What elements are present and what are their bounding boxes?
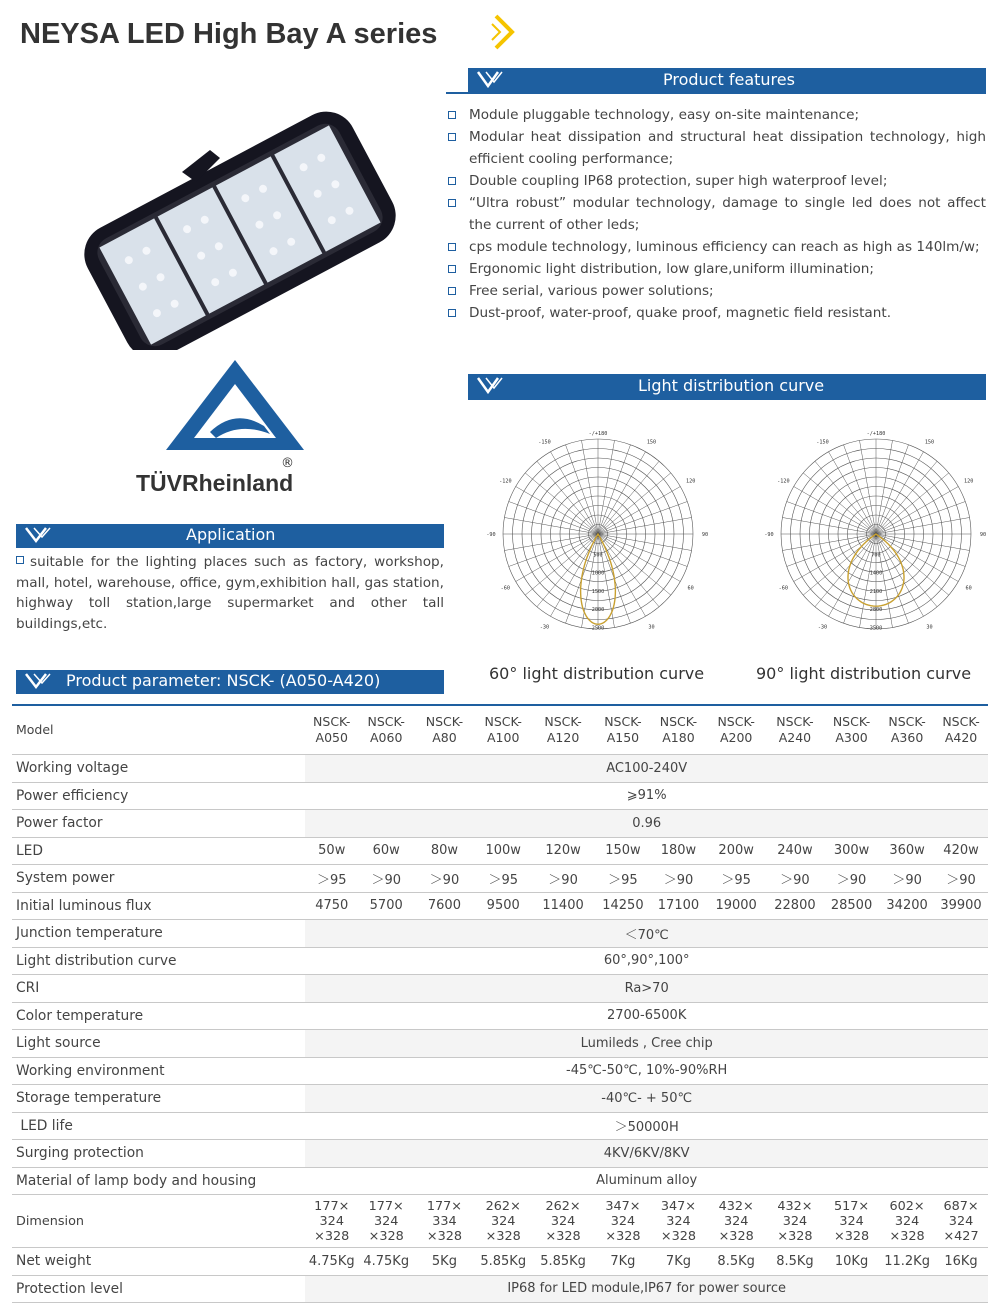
polar-angle-label: 60 bbox=[687, 585, 694, 592]
polar-angle-label: -/+180 bbox=[866, 431, 886, 437]
table-row bbox=[12, 1002, 988, 1030]
row-value: 60°,90°,100° bbox=[305, 947, 988, 975]
row-value: 5Kg bbox=[414, 1248, 474, 1276]
row-value: -40℃- + 50℃ bbox=[305, 1085, 988, 1113]
table-row bbox=[12, 1030, 988, 1058]
divider bbox=[468, 398, 986, 400]
polar-angle-label: -90 bbox=[486, 532, 496, 538]
row-value: 120w bbox=[532, 837, 595, 865]
row-value: ＞95 bbox=[594, 865, 651, 893]
row-value: 4.75Kg bbox=[358, 1248, 414, 1276]
divider bbox=[446, 92, 986, 94]
polar-angle-label: -90 bbox=[764, 532, 774, 538]
polar-radial-label: 3500 bbox=[869, 625, 883, 632]
row-value: ＞95 bbox=[475, 865, 532, 893]
row-value: 11.2Kg bbox=[880, 1248, 934, 1276]
curve-caption-60: 60° light distribution curve bbox=[489, 664, 705, 683]
row-value: 420w bbox=[934, 837, 988, 865]
row-value: 180w bbox=[652, 837, 706, 865]
chevron-down-icon bbox=[474, 68, 514, 92]
row-label: Working voltage bbox=[12, 755, 305, 783]
table-row bbox=[12, 1112, 988, 1140]
curve-title: Light distribution curve bbox=[638, 376, 825, 395]
polar-radial-label: 2800 bbox=[869, 607, 883, 614]
row-value: -45℃-50℃, 10%-90%RH bbox=[305, 1057, 988, 1085]
feature-item: Dust-proof, water-proof, quake proof, magnetic field resistant. bbox=[446, 302, 986, 324]
tuv-logo-label: TÜVRheinland bbox=[136, 470, 294, 496]
table-row bbox=[12, 975, 988, 1003]
row-value: 177× 324 ×328 bbox=[358, 1195, 414, 1248]
polar-angle-label: 150 bbox=[924, 439, 935, 446]
model-cell: NSCK- A300 bbox=[823, 706, 880, 755]
table-row bbox=[12, 892, 988, 920]
row-value: ＞90 bbox=[767, 865, 823, 893]
row-label: CRI bbox=[12, 975, 305, 1003]
row-label: System power bbox=[12, 865, 305, 893]
polar-chart-90 bbox=[758, 422, 998, 654]
row-value: 240w bbox=[767, 837, 823, 865]
param-header-bar bbox=[16, 670, 444, 692]
row-value: 262× 324 ×328 bbox=[475, 1195, 532, 1248]
polar-angle-label: -120 bbox=[777, 478, 790, 485]
registered-mark: ® bbox=[281, 456, 294, 471]
row-value: 0.96 bbox=[305, 810, 988, 838]
row-label: Initial luminous flux bbox=[12, 892, 305, 920]
table-row bbox=[12, 1275, 988, 1303]
divider bbox=[16, 546, 444, 548]
polar-angle-label: -30 bbox=[817, 624, 828, 631]
table-row bbox=[12, 837, 988, 865]
row-value: 34200 bbox=[880, 892, 934, 920]
row-value: ＞90 bbox=[934, 865, 988, 893]
row-value: 8.5Kg bbox=[705, 1248, 766, 1276]
polar-angle-label: -/+180 bbox=[588, 431, 608, 437]
row-label: Junction temperature bbox=[12, 920, 305, 948]
application-text bbox=[16, 552, 444, 634]
feature-item: Double coupling IP68 protection, super high waterproof level; bbox=[446, 170, 986, 192]
row-value: 100w bbox=[475, 837, 532, 865]
application-title: Application bbox=[186, 525, 276, 544]
table-row bbox=[12, 782, 988, 810]
row-value: 687× 324 ×427 bbox=[934, 1195, 988, 1248]
polar-angle-label: -150 bbox=[538, 439, 551, 446]
table-row bbox=[12, 706, 988, 755]
table-row bbox=[12, 810, 988, 838]
product-image bbox=[70, 110, 410, 350]
row-value: 7Kg bbox=[652, 1248, 706, 1276]
polar-angle-label: 90 bbox=[979, 532, 987, 538]
row-label: Material of lamp body and housing bbox=[12, 1167, 305, 1195]
row-label: Storage temperature bbox=[12, 1085, 305, 1113]
bullet-box-icon bbox=[16, 556, 24, 564]
row-value: IP68 for LED module,IP67 for power source bbox=[305, 1275, 988, 1303]
row-value: 347× 324 ×328 bbox=[652, 1195, 706, 1248]
row-value: 19000 bbox=[705, 892, 766, 920]
row-value: 28500 bbox=[823, 892, 880, 920]
row-value: 432× 324 ×328 bbox=[767, 1195, 823, 1248]
row-value: 8.5Kg bbox=[767, 1248, 823, 1276]
row-value: AC100-240V bbox=[305, 755, 988, 783]
feature-item: cps module technology, luminous efficiency can reach as high as 140lm/w; bbox=[446, 236, 986, 258]
row-value: 10Kg bbox=[823, 1248, 880, 1276]
tuv-logo-icon bbox=[160, 356, 310, 456]
row-value: 17100 bbox=[652, 892, 706, 920]
polar-radial-label: 700 bbox=[871, 552, 881, 559]
curve-header-bar bbox=[468, 374, 986, 398]
feature-item: “Ultra robust” modular technology, damage to single led does not affect the current of other leds; bbox=[446, 192, 986, 236]
row-value: 2700-6500K bbox=[305, 1002, 988, 1030]
table-row bbox=[12, 1140, 988, 1168]
row-value: 14250 bbox=[594, 892, 651, 920]
row-value: ＞90 bbox=[652, 865, 706, 893]
row-value: Lumileds , Cree chip bbox=[305, 1030, 988, 1058]
row-value: Ra>70 bbox=[305, 975, 988, 1003]
row-value: 200w bbox=[705, 837, 766, 865]
polar-radial-label: 2500 bbox=[591, 625, 605, 632]
table-row bbox=[12, 755, 988, 783]
row-label: Power efficiency bbox=[12, 782, 305, 810]
feature-item: Module pluggable technology, easy on-site maintenance; bbox=[446, 104, 986, 126]
row-value: 177× 324 ×328 bbox=[305, 1195, 358, 1248]
table-row bbox=[12, 1248, 988, 1276]
polar-radial-label: 1000 bbox=[591, 570, 605, 577]
model-cell: NSCK- A180 bbox=[652, 706, 706, 755]
table-row bbox=[12, 1167, 988, 1195]
row-value: 432× 324 ×328 bbox=[705, 1195, 766, 1248]
polar-angle-label: -60 bbox=[778, 585, 789, 592]
polar-radial-label: 0 bbox=[596, 533, 600, 539]
row-label: Surging protection bbox=[12, 1140, 305, 1168]
param-title: Product parameter: NSCK- (A050-A420) bbox=[66, 671, 381, 690]
row-value: 7600 bbox=[414, 892, 474, 920]
row-label: Dimension bbox=[12, 1195, 305, 1248]
chevron-down-icon bbox=[474, 374, 514, 398]
row-label: Power factor bbox=[12, 810, 305, 838]
table-row bbox=[12, 920, 988, 948]
polar-radial-label: 2000 bbox=[591, 607, 605, 614]
row-value: 4750 bbox=[305, 892, 358, 920]
polar-angle-label: -120 bbox=[499, 478, 512, 485]
row-value: 39900 bbox=[934, 892, 988, 920]
row-value: ＞50000H bbox=[305, 1112, 988, 1140]
row-value: 360w bbox=[880, 837, 934, 865]
row-value: 4.75Kg bbox=[305, 1248, 358, 1276]
polar-radial-label: 1400 bbox=[869, 570, 883, 577]
model-cell: NSCK- A120 bbox=[532, 706, 595, 755]
chevron-right-icon bbox=[486, 12, 520, 52]
polar-radial-label: 0 bbox=[874, 533, 878, 539]
model-cell: NSCK- A240 bbox=[767, 706, 823, 755]
features-title: Product features bbox=[663, 70, 795, 89]
divider bbox=[16, 692, 444, 694]
row-value: 517× 324 ×328 bbox=[823, 1195, 880, 1248]
row-value: ＞90 bbox=[823, 865, 880, 893]
row-value: ＞90 bbox=[532, 865, 595, 893]
model-cell: NSCK- A80 bbox=[414, 706, 474, 755]
table-row bbox=[12, 1195, 988, 1248]
row-value: 602× 324 ×328 bbox=[880, 1195, 934, 1248]
table-row bbox=[12, 1057, 988, 1085]
row-value: 22800 bbox=[767, 892, 823, 920]
features-header-bar bbox=[468, 68, 986, 92]
polar-radial-label: 2100 bbox=[869, 588, 883, 595]
curve-caption-90: 90° light distribution curve bbox=[756, 664, 972, 683]
row-value: 7Kg bbox=[594, 1248, 651, 1276]
row-value: 4KV/6KV/8KV bbox=[305, 1140, 988, 1168]
row-label: Net weight bbox=[12, 1248, 305, 1276]
row-label: Model bbox=[12, 706, 305, 755]
row-value: ＜70℃ bbox=[305, 920, 988, 948]
row-label: Light source bbox=[12, 1030, 305, 1058]
polar-angle-label: -30 bbox=[539, 624, 550, 631]
model-cell: NSCK- A360 bbox=[880, 706, 934, 755]
polar-angle-label: 150 bbox=[646, 439, 657, 446]
row-value: 50w bbox=[305, 837, 358, 865]
page-title: NEYSA LED High Bay A series bbox=[20, 18, 438, 50]
parameter-table bbox=[12, 706, 988, 1303]
polar-angle-label: 30 bbox=[648, 624, 655, 631]
table-row bbox=[12, 947, 988, 975]
row-value: 60w bbox=[358, 837, 414, 865]
row-value: 177× 334 ×328 bbox=[414, 1195, 474, 1248]
row-value: 5700 bbox=[358, 892, 414, 920]
row-value: 300w bbox=[823, 837, 880, 865]
row-label: LED bbox=[12, 837, 305, 865]
features-list bbox=[446, 104, 986, 324]
polar-angle-label: 120 bbox=[963, 478, 974, 485]
application-description: suitable for the lighting places such as factory, workshop, mall, hotel, warehouse, office, gym,exhibition hall, gas station, highway toll station,large supermarket and other tall buildings,etc. bbox=[16, 554, 444, 632]
row-value: 262× 324 ×328 bbox=[532, 1195, 595, 1248]
polar-angle-label: 60 bbox=[965, 585, 972, 592]
chevron-down-icon bbox=[22, 670, 62, 692]
row-value: 150w bbox=[594, 837, 651, 865]
row-value: 11400 bbox=[532, 892, 595, 920]
row-value: ⩾91% bbox=[305, 782, 988, 810]
polar-angle-label: -150 bbox=[816, 439, 829, 446]
polar-angle-label: 30 bbox=[926, 624, 933, 631]
model-cell: NSCK- A420 bbox=[934, 706, 988, 755]
row-label: Working environment bbox=[12, 1057, 305, 1085]
row-value: ＞90 bbox=[880, 865, 934, 893]
row-value: 347× 324 ×328 bbox=[594, 1195, 651, 1248]
table-row bbox=[12, 865, 988, 893]
polar-angle-label: 120 bbox=[685, 478, 696, 485]
table-row bbox=[12, 1085, 988, 1113]
row-value: Aluminum alloy bbox=[305, 1167, 988, 1195]
polar-angle-label: -60 bbox=[500, 585, 511, 592]
feature-item: Modular heat dissipation and structural heat dissipation technology, high efficient cooling performance; bbox=[446, 126, 986, 170]
row-value: ＞95 bbox=[305, 865, 358, 893]
feature-item: Free serial, various power solutions; bbox=[446, 280, 986, 302]
row-value: 9500 bbox=[475, 892, 532, 920]
polar-radial-label: 500 bbox=[593, 552, 603, 559]
row-value: 5.85Kg bbox=[532, 1248, 595, 1276]
tuv-logo-text bbox=[136, 470, 293, 497]
row-label: Color temperature bbox=[12, 1002, 305, 1030]
row-label: LED life bbox=[12, 1112, 305, 1140]
row-value: ＞90 bbox=[414, 865, 474, 893]
row-value: 80w bbox=[414, 837, 474, 865]
row-value: 16Kg bbox=[934, 1248, 988, 1276]
model-cell: NSCK- A050 bbox=[305, 706, 358, 755]
application-header-bar bbox=[16, 524, 444, 546]
model-cell: NSCK- A100 bbox=[475, 706, 532, 755]
feature-item: Ergonomic light distribution, low glare,uniform illumination; bbox=[446, 258, 986, 280]
row-value: ＞95 bbox=[705, 865, 766, 893]
model-cell: NSCK- A200 bbox=[705, 706, 766, 755]
model-cell: NSCK- A150 bbox=[594, 706, 651, 755]
polar-chart-60 bbox=[480, 422, 720, 654]
row-label: Light distribution curve bbox=[12, 947, 305, 975]
model-cell: NSCK- A060 bbox=[358, 706, 414, 755]
polar-angle-label: 90 bbox=[701, 532, 709, 538]
polar-radial-label: 1500 bbox=[591, 588, 605, 595]
row-label: Protection level bbox=[12, 1275, 305, 1303]
row-value: 5.85Kg bbox=[475, 1248, 532, 1276]
row-value: ＞90 bbox=[358, 865, 414, 893]
chevron-down-icon bbox=[22, 524, 62, 546]
